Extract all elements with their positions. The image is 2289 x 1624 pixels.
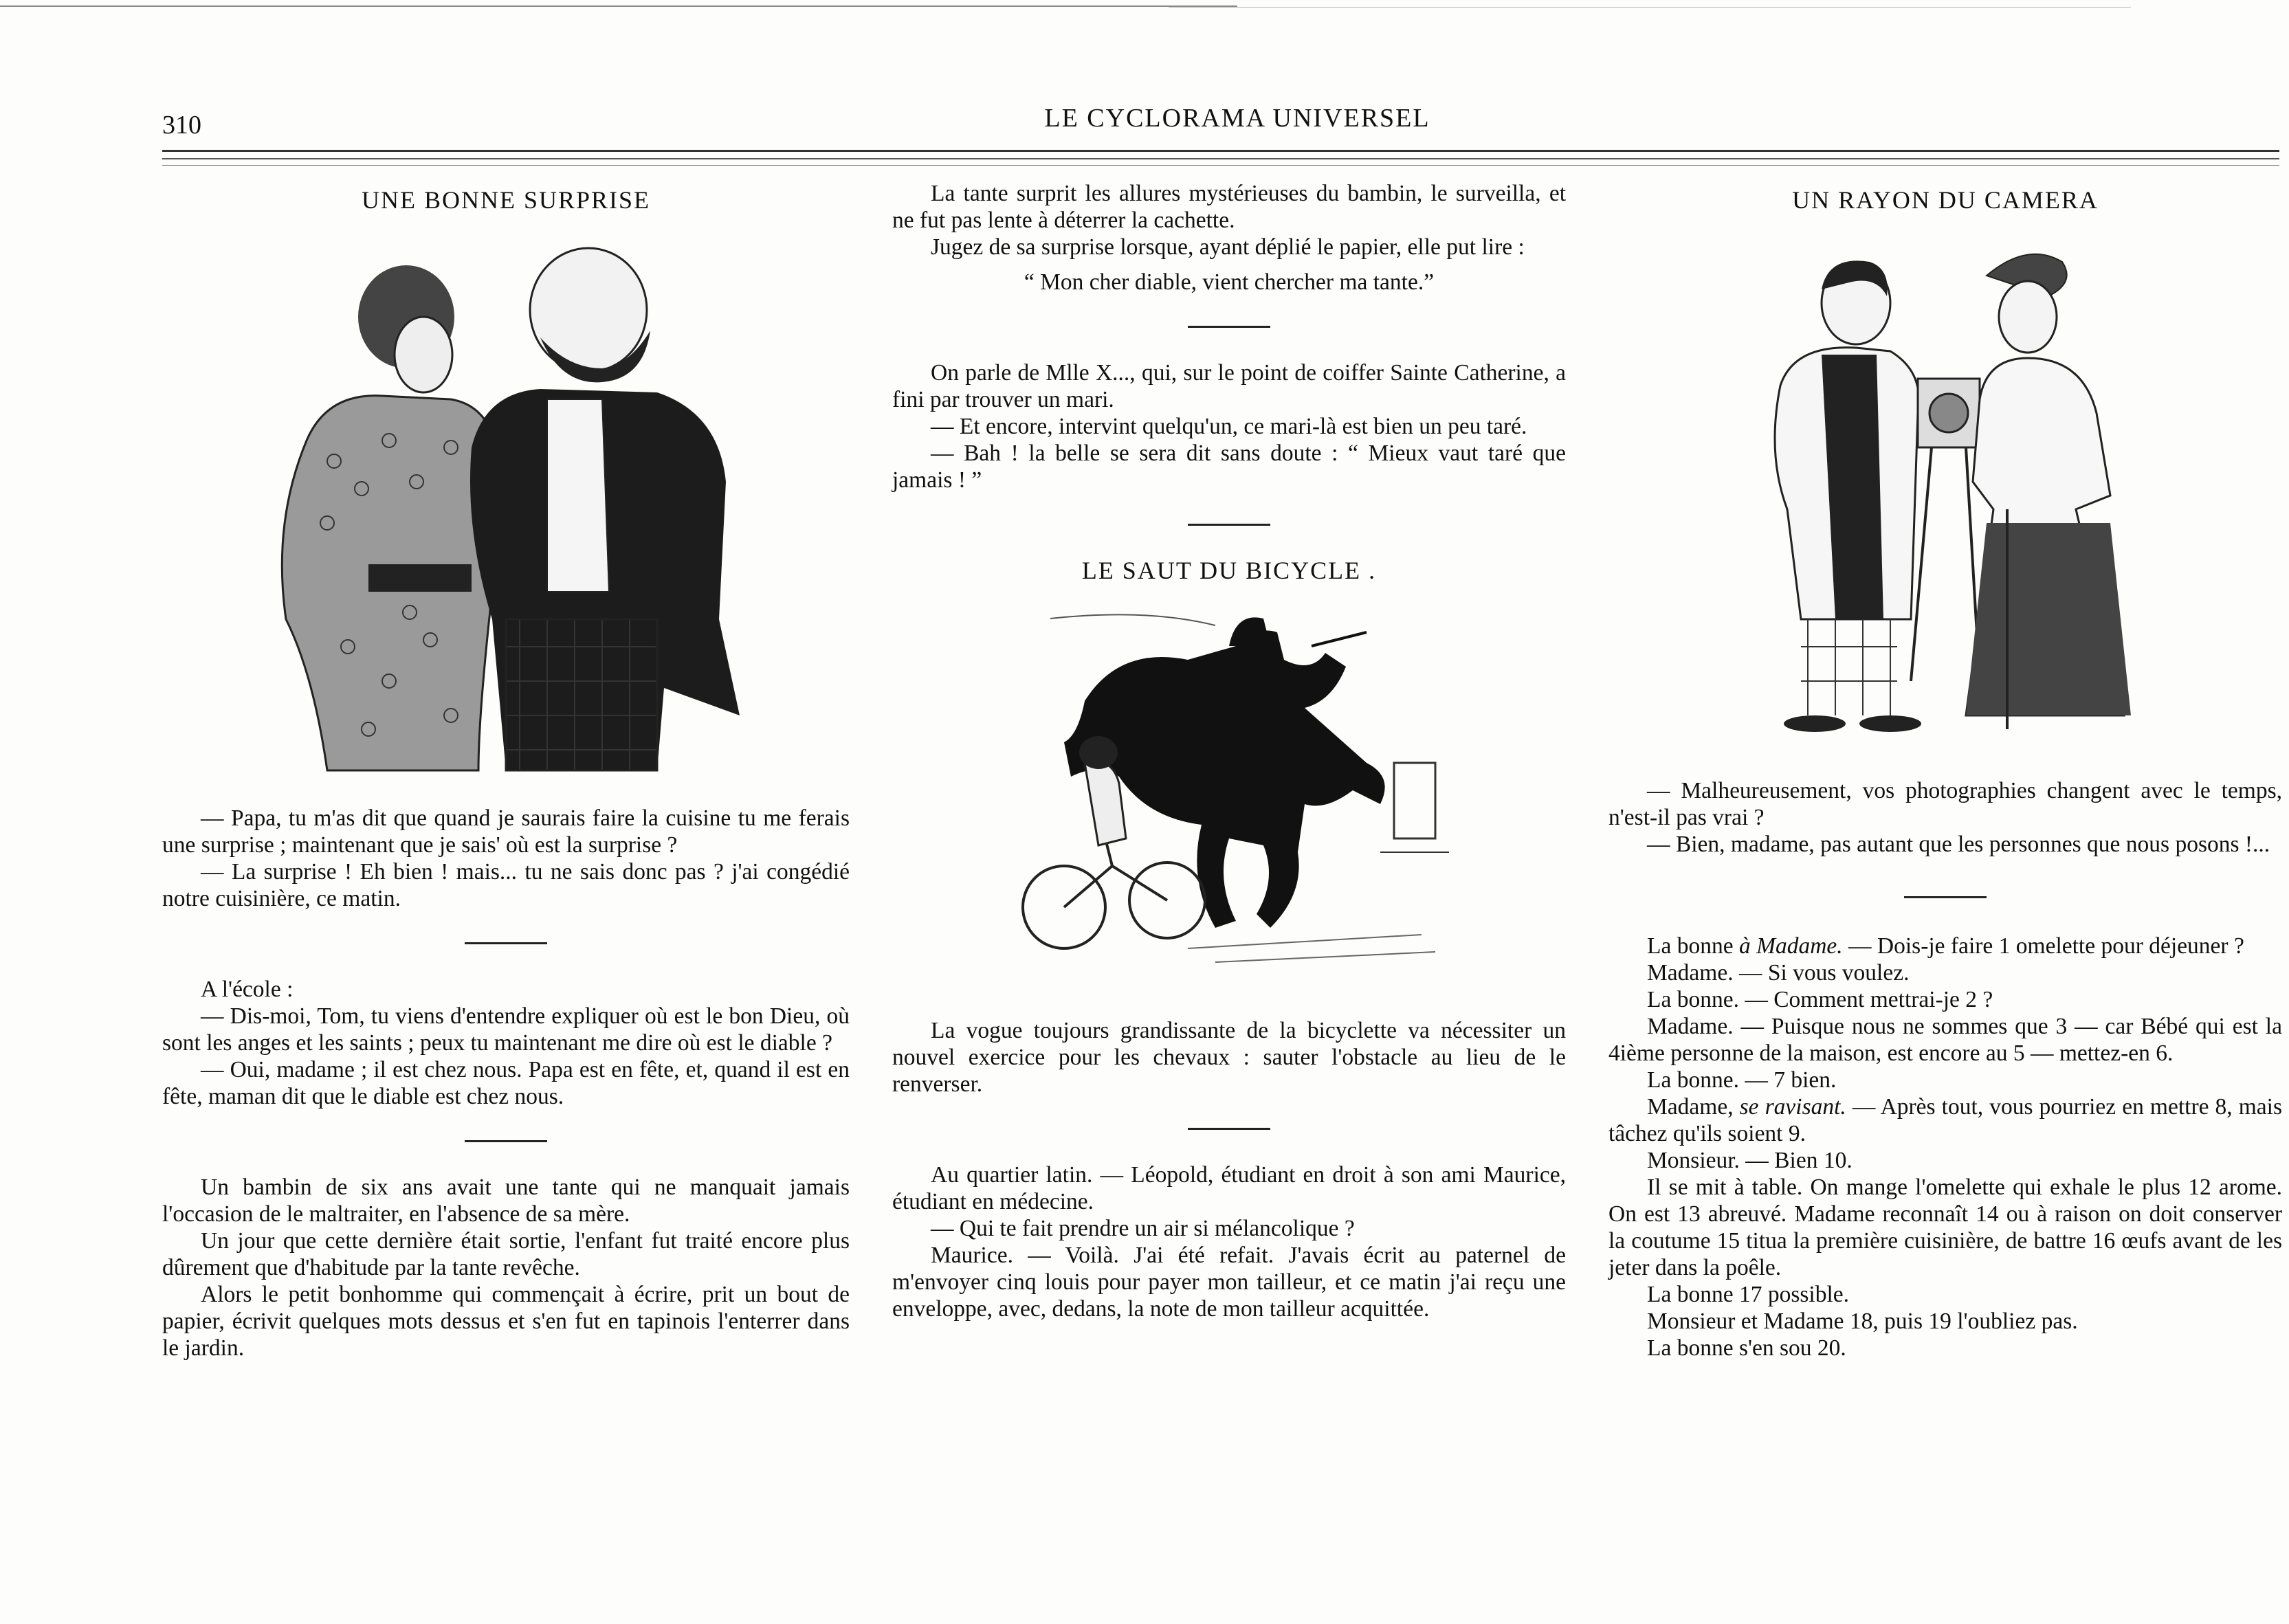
paragraph: Monsieur et Madame 18, puis 19 l'oubliez pas. (1647, 1309, 2078, 1334)
paragraph: La vogue toujours grandissante de la bicyclette va nécessiter un nouvel exercice pour les chevaux : sauter l'obstacle au lieu de le renverser. (892, 1018, 1566, 1097)
running-title: LE CYCLORAMA UNIVERSEL (1044, 104, 1430, 133)
paragraph: — Bah ! la belle se sera dit sans doute : “ Mieux vaut taré que jamais ! ” (892, 441, 1566, 493)
section-separator (1188, 326, 1270, 328)
heading-le-saut-du-bicycle: LE SAUT DU BICYCLE . (1081, 557, 1377, 584)
paragraph: La bonne. — 7 bien. (1647, 1067, 1837, 1093)
paragraph: — Malheureusement, vos photographies changent avec le temps, n'est-il pas vrai ? (1608, 778, 2282, 830)
paragraph: A l'école : (201, 977, 294, 1002)
paragraph: On parle de Mlle X..., qui, sur le point de coiffer Sainte Catherine, a fini par trouver un mari. (892, 360, 1566, 412)
section-separator (1904, 896, 1987, 898)
paragraph: La bonne 17 possible. (1647, 1282, 1850, 1307)
paragraph (1608, 933, 2282, 959)
section-separator (465, 942, 547, 944)
heading-un-rayon-du-camera: UN RAYON DU CAMERA (1792, 186, 2099, 214)
paragraph: Madame. — Si vous voulez. (1647, 960, 1910, 986)
paragraph: Un bambin de six ans avait une tante qui ne manquait jamais l'occasion de le maltraiter, en l'absence de sa mère. (162, 1175, 850, 1227)
italic-run: se ravisant. (1739, 1094, 1846, 1120)
section-separator (1188, 524, 1270, 526)
paragraph: — Dis-moi, Tom, tu viens d'entendre expliquer où est le bon Dieu, où sont les anges et les saints ; peux tu maintenant me dire où est le diable ? (162, 1003, 850, 1056)
illustration-couple (245, 234, 767, 777)
paragraph: — Bien, madame, pas autant que les personnes que nous posons !... (1647, 832, 2270, 857)
text-run: — Dois-je faire 1 omelette pour déjeuner ? (1842, 933, 2244, 959)
paragraph: — Qui te fait prendre un air si mélancolique ? (931, 1216, 1355, 1241)
text-run: Madame, (1647, 1094, 1740, 1120)
paragraph: La bonne. — Comment mettrai-je 2 ? (1647, 987, 1993, 1012)
quoted-line: “ Mon cher diable, vient chercher ma tante.” (1024, 269, 1435, 295)
paragraph: Monsieur. — Bien 10. (1647, 1148, 1853, 1173)
paragraph: Maurice. — Voilà. J'ai été refait. J'avais écrit au paternel de m'envoyer cinq louis pour payer mon tailleur, et ce matin j'ai reçu une enveloppe, avec, dedans, la note de mon tailleur acquittée. (892, 1243, 1566, 1322)
illustration-photographer-drawing (1739, 234, 2152, 750)
column-3 (1608, 180, 2282, 1361)
paragraph: Madame. — Puisque nous ne sommes que 3 — car Bébé qui est la 4ième personne de la maison, est encore au 5 — mettez-en 6. (1608, 1014, 2282, 1066)
header-rule (162, 150, 2279, 152)
top-edge-line (0, 5, 1237, 7)
top-edge-line-2 (1169, 7, 2131, 8)
paragraph: La tante surprit les allures mystérieuses du bambin, le surveilla, et ne fut pas lente à déterrer la cachette. (892, 181, 1566, 233)
column-1 (162, 180, 850, 1361)
heading-une-bonne-surprise: UNE BONNE SURPRISE (361, 186, 651, 214)
paragraph: — Papa, tu m'as dit que quand je saurais faire la cuisine tu me ferais une surprise ; maintenant que je sais' où est la surprise ? (162, 805, 850, 858)
italic-run: à Madame. (1738, 933, 1843, 959)
illustration-horse-bicycle-drawing (1009, 605, 1449, 990)
header-rule-3 (162, 165, 2279, 166)
illustration-couple-drawing (245, 234, 767, 777)
section-separator (1188, 1128, 1270, 1130)
column-2 (892, 180, 1566, 1322)
paragraph: — Oui, madame ; il est chez nous. Papa est en fête, et, quand il est en fête, maman dit que le diable est chez nous. (162, 1057, 850, 1109)
paragraph: Alors le petit bonhomme qui commençait à écrire, prit un bout de papier, écrivit quelques mots dessus et s'en fut en tapinois l'enterrer dans le jardin. (162, 1282, 850, 1361)
paragraph: La bonne s'en sou 20. (1647, 1335, 1846, 1361)
text-run: — Après tout, vous pourriez en mettre 8, mais tâchez qu'ils soient 9. (1608, 1094, 2282, 1146)
paragraph: — La surprise ! Eh bien ! mais... tu ne sais donc pas ? j'ai congédié notre cuisinière, ce matin. (162, 859, 850, 911)
header-rule-2 (162, 158, 2279, 159)
text-run: La bonne (1647, 933, 1739, 959)
paragraph: — Et encore, intervint quelqu'un, ce mari-là est bien un peu taré. (931, 414, 1527, 439)
illustration-photographer (1739, 234, 2152, 750)
paragraph (1608, 1093, 2282, 1147)
section-separator (465, 1140, 547, 1142)
paragraph: Au quartier latin. — Léopold, étudiant en droit à son ami Maurice, étudiant en médecine. (892, 1162, 1566, 1214)
paragraph: Jugez de sa surprise lorsque, ayant déplié le papier, elle put lire : (931, 234, 1525, 260)
paragraph: Un jour que cette dernière était sortie, l'enfant fut traité encore plus dûrement que d'habitude par la tante revêche. (162, 1228, 850, 1280)
page-number: 310 (162, 111, 201, 140)
illustration-horse-bicycle (1009, 605, 1449, 990)
paragraph: Il se mit à table. On mange l'omelette qui exhale le plus 12 arome. On est 13 abreuvé. Madame reconnaît 14 ou à raison on doit conserver la coutume 15 titua la première cuisinière, de battre 16 œufs avant de les jeter dans la poêle. (1608, 1175, 2282, 1280)
